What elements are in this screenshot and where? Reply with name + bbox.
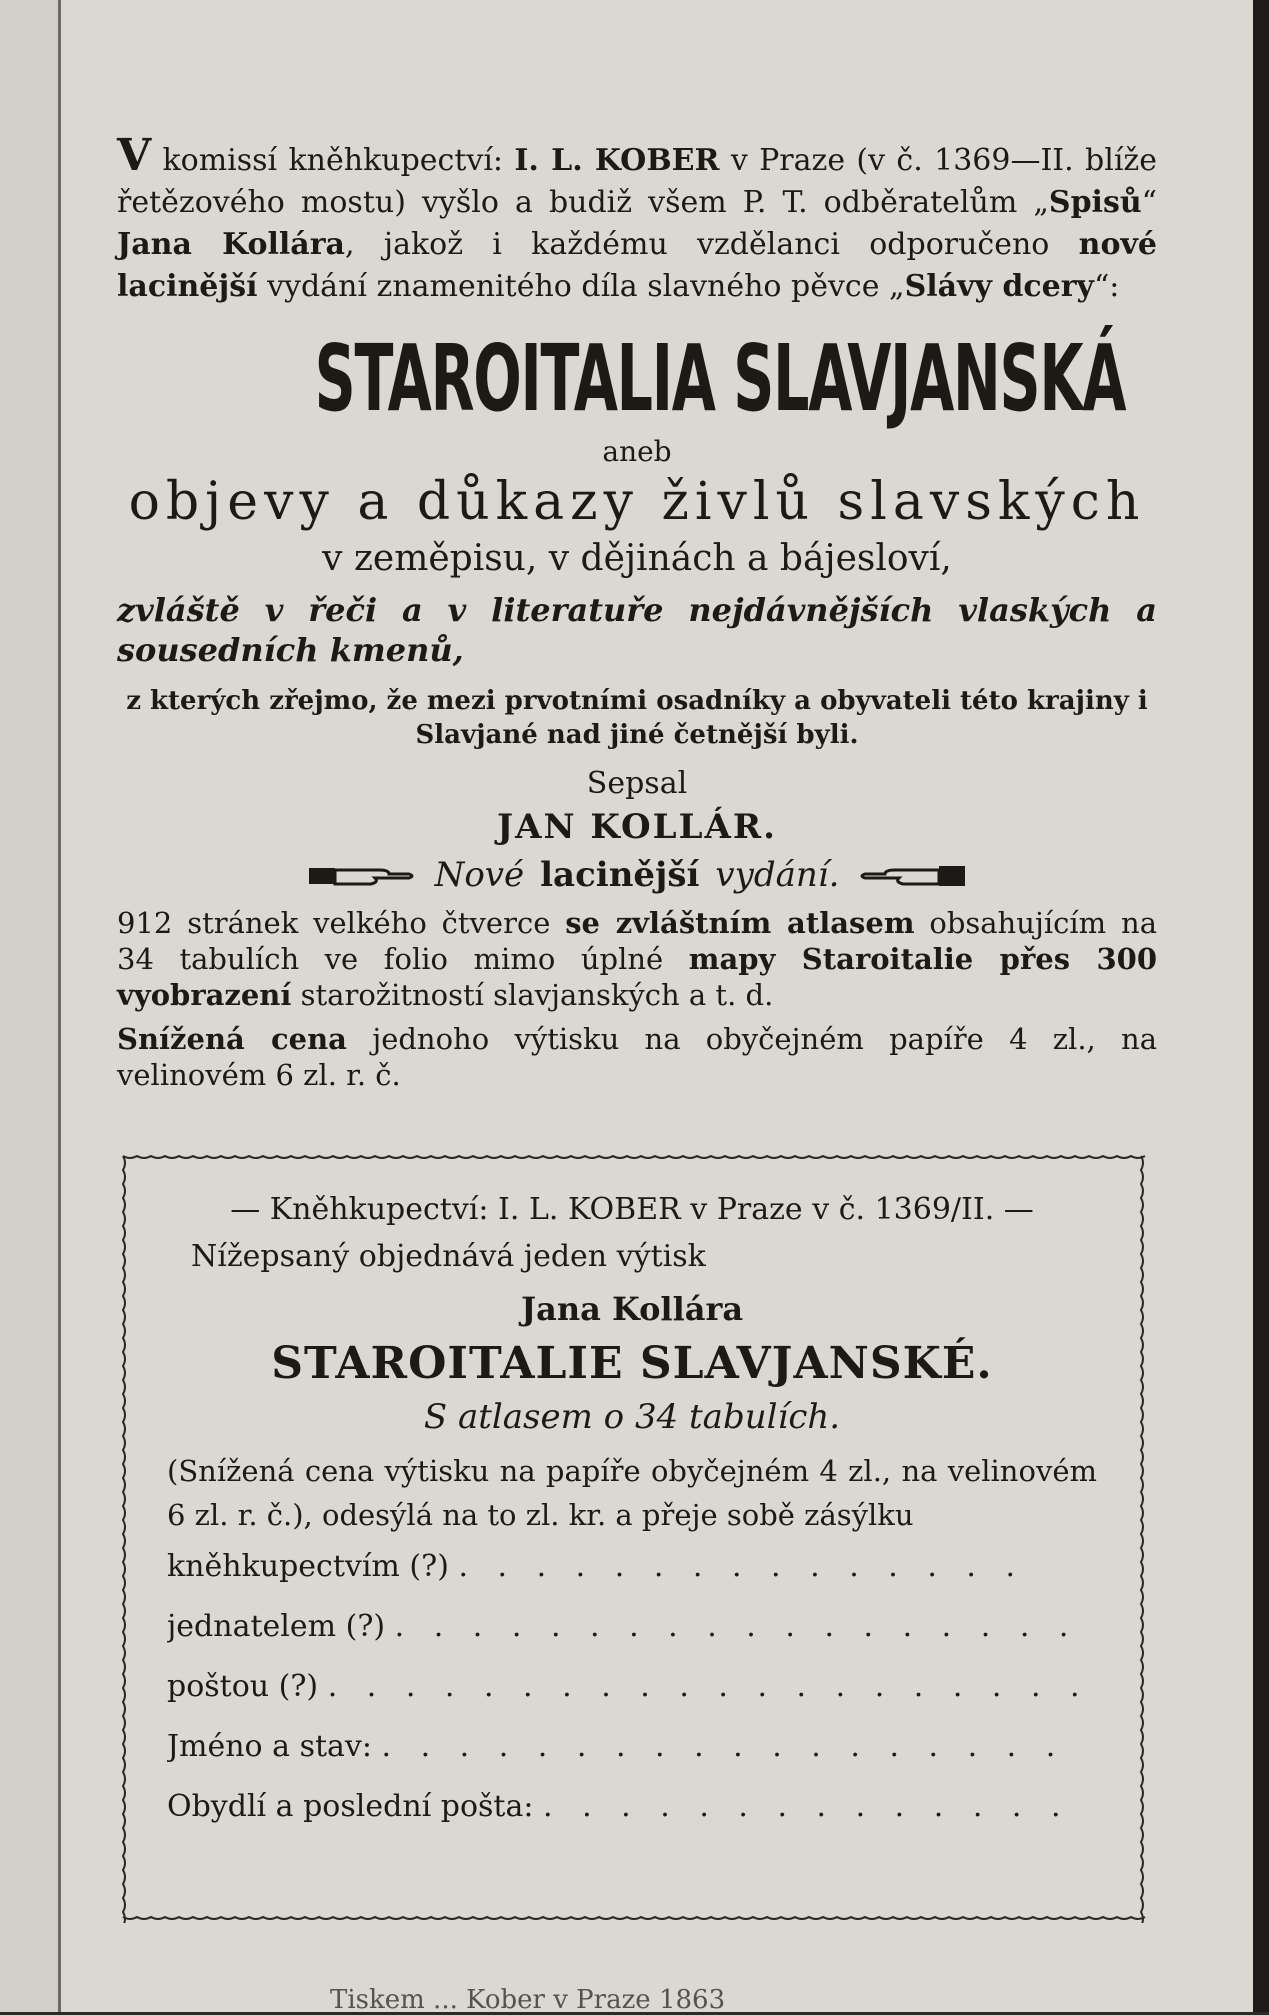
author-mention: Jana Kollára xyxy=(117,227,345,262)
dot-leader: . . . . . . . . . . . . . . . . . . xyxy=(394,1609,1079,1644)
right-page-edge xyxy=(1253,0,1269,2012)
price-text: jednoho výtisku na obyčejném papíře 4 zl., na velinovém 6 zl. r. č. xyxy=(117,1022,1157,1092)
dot-leader: . . . . . . . . . . . . . . . xyxy=(458,1549,1026,1584)
form-row-name[interactable] xyxy=(167,1717,1097,1777)
subtitle-3: zvláště v řeči a v literatuře nejdávnějších vlaských a sousedních kmenů, xyxy=(117,591,1157,669)
form-label: jednatelem (?) xyxy=(167,1609,386,1644)
intro-bold: nové lacinější xyxy=(117,227,1157,304)
aneb-text: aneb xyxy=(602,435,672,468)
intro-text: vydání znamenitého díla slavného pěvce „ xyxy=(257,269,905,304)
pages-paragraph xyxy=(117,905,1157,1013)
order-intro: Nížepsaný objednává jeden výtisk xyxy=(191,1239,706,1274)
pages-bold: mapy Staroitalie přes 300 vyobrazení xyxy=(117,942,1157,1012)
pages-text: obsahujícím na 34 tabulích ve folio mimo úplné xyxy=(117,906,1157,976)
form-label: kněhkupectvím (?) xyxy=(167,1549,449,1584)
intro-text: v Praze (v č. 1369—II. blíže řetězového mostu) vyšlo a budiž všem P. T. odběratelům „ xyxy=(117,143,1157,220)
pages-text: starožitností slavjanských a t. d. xyxy=(291,978,774,1012)
sepsal-label: Sepsal xyxy=(586,766,688,801)
order-author: Jana Kollára xyxy=(520,1290,744,1328)
intro-paragraph xyxy=(117,130,1157,308)
dot-leader: . . . . . . . . . . . . . . . . . . . . xyxy=(327,1669,1090,1704)
edition-lacinejsi: lacinější xyxy=(540,855,700,895)
edition-line xyxy=(117,855,1157,895)
dot-leader: . . . . . . . . . . . . . . xyxy=(543,1789,1071,1824)
intro-text: “: xyxy=(1093,269,1120,304)
form-row-post[interactable] xyxy=(167,1657,1097,1717)
publisher-name: I. L. KOBER xyxy=(514,143,720,178)
pages-text: 912 stránek velkého čtverce xyxy=(117,906,566,940)
form-label: Obydlí a poslední pošta: xyxy=(167,1789,534,1824)
intro-bold: Spisů xyxy=(1048,185,1142,220)
dot-leader: . . . . . . . . . . . . . . . . . . xyxy=(381,1729,1066,1764)
intro-text: , jakož i každému vzdělanci odporučeno xyxy=(344,227,1079,262)
subtitle-main: objevy a důkazy živlů slavských xyxy=(128,472,1146,532)
order-header: — Kněhkupectví: I. L. KOBER v Praze v č. 1369/II. — xyxy=(230,1192,1034,1227)
order-title: STAROITALIE SLAVJANSKÉ. xyxy=(271,1338,993,1389)
subtitle-4: z kterých zřejmo, že mezi prvotními osadníky a obyvateli této krajiny i Slavjané nad jiné četnější byli. xyxy=(126,686,1148,750)
edition-vydani: vydání. xyxy=(715,855,840,895)
intro-bold: Slávy dcery xyxy=(904,269,1094,304)
order-price: (Snížená cena výtisku na papíře obyčejném 4 zl., na velinovém 6 zl. r. č.), odesýlá na to zl. kr. a přeje sobě zásýlku xyxy=(167,1454,1097,1532)
cropped-footer: Tiskem ... Kober v Praze 1863 xyxy=(330,1985,726,2015)
form-row-agent[interactable] xyxy=(167,1597,1097,1657)
form-label: Jméno a stav: xyxy=(167,1729,372,1764)
advertisement-body xyxy=(117,130,1157,1093)
book-title: STAROITALIA SLAVJANSKÁ xyxy=(314,325,1126,432)
order-atlas: S atlasem o 34 tabulích. xyxy=(423,1397,841,1437)
form-label: poštou (?) xyxy=(167,1669,319,1704)
pointing-hand-right-icon xyxy=(309,862,419,888)
order-form-box xyxy=(117,1150,1147,1923)
order-form-content xyxy=(167,1192,1097,1837)
form-row-address[interactable] xyxy=(167,1777,1097,1837)
pages-bold: se zvláštním atlasem xyxy=(565,906,915,940)
drop-cap: V xyxy=(117,130,152,181)
author-name: JAN KOLLÁR. xyxy=(497,807,777,847)
intro-text: komissí kněhkupectví: xyxy=(151,143,515,178)
left-page-edge xyxy=(0,0,61,2012)
pointing-hand-left-icon xyxy=(855,862,965,888)
intro-text: “ xyxy=(1141,185,1157,220)
price-bold: Snížená cena xyxy=(117,1022,347,1056)
subtitle-2: v zeměpisu, v dějinách a bájesloví, xyxy=(322,538,952,579)
form-row-bookseller[interactable] xyxy=(167,1537,1097,1597)
edition-nove: Nové xyxy=(434,855,525,895)
price-paragraph xyxy=(117,1021,1157,1093)
